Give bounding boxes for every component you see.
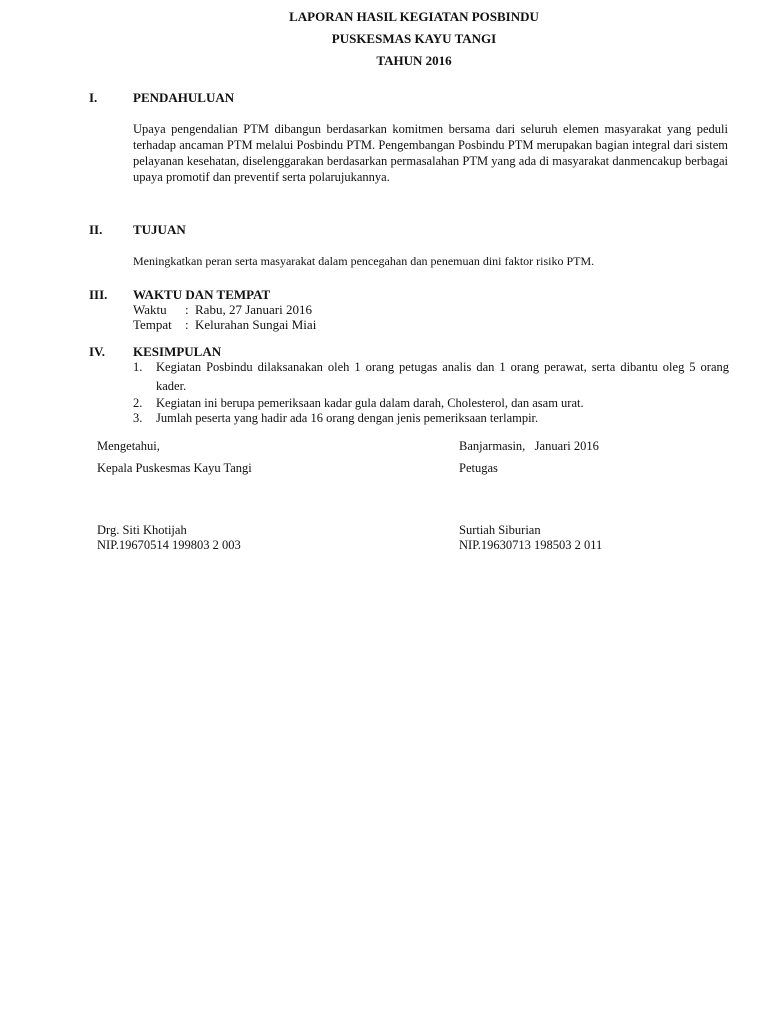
section-title: TUJUAN [133,222,186,237]
waktu-colon: : [185,302,189,317]
section-paragraph: Meningkatkan peran serta masyarakat dalam pencegahan dan penemuan dini faktor risiko PTM. [133,254,595,268]
tempat-colon: : [185,317,189,332]
signature-left-intro: Mengetahui, [97,439,160,453]
signature-right-name: Surtiah Siburian [459,523,541,537]
signature-right-position: Petugas [459,461,498,475]
section-number: II. [89,222,103,237]
waktu-row [133,302,312,318]
tempat-label: Tempat [133,317,172,332]
report-year: TAHUN 2016 [376,53,452,68]
list-item-number: 2. [133,396,143,410]
signature-right-place-date: Banjarmasin, Januari 2016 [459,439,599,453]
signature-right-nip: NIP.19630713 198503 2 011 [459,538,603,552]
section-number: I. [89,90,98,105]
section-paragraph: Upaya pengendalian PTM dibangun berdasarkan komitmen bersama dari seluruh elemen masyarakat yang peduli terhadap ancaman PTM melalui Posbindu PTM. Pengembangan Posbindu PTM merupakan bagian integral dari sistem pelayanan kesehatan, diselenggarakan berdasarkan permasalahan PTM yang ada di masyarakat danmencakup berbagai upaya promotif dan preventif serta polarujukannya. [133,122,728,184]
signature-left-name: Drg. Siti Khotijah [97,523,187,537]
section-title: KESIMPULAN [133,344,222,359]
list-item [133,396,729,411]
list-item-text: Kegiatan Posbindu dilaksanakan oleh 1 orang petugas analis dan 1 orang perawat, serta dibantu oleg 5 orang kader. [156,360,729,393]
section-number: IV. [89,344,106,359]
list-item [133,411,729,426]
report-institution: PUSKESMAS KAYU TANGI [331,31,497,46]
section-title: WAKTU DAN TEMPAT [133,287,271,302]
report-title-block [0,6,768,72]
waktu-label: Waktu [133,302,167,317]
signature-left-position: Kepala Puskesmas Kayu Tangi [97,461,252,475]
tempat-row [133,317,316,333]
conclusion-list [133,358,729,426]
section-title: PENDAHULUAN [133,90,235,105]
list-item-number: 3. [133,411,143,425]
signature-left-nip: NIP.19670514 199803 2 003 [97,538,241,552]
section-number: III. [89,287,108,302]
list-item-text: Jumlah peserta yang hadir ada 16 orang dengan jenis pemeriksaan terlampir. [156,411,539,425]
waktu-value: Rabu, 27 Januari 2016 [195,302,312,317]
list-item-text: Kegiatan ini berupa pemeriksaan kadar gula dalam darah, Cholesterol, dan asam urat. [156,396,584,410]
tempat-value: Kelurahan Sungai Miai [195,317,317,332]
list-item [133,358,729,396]
report-title: LAPORAN HASIL KEGIATAN POSBINDU [289,9,539,24]
list-item-number: 1. [133,360,143,374]
